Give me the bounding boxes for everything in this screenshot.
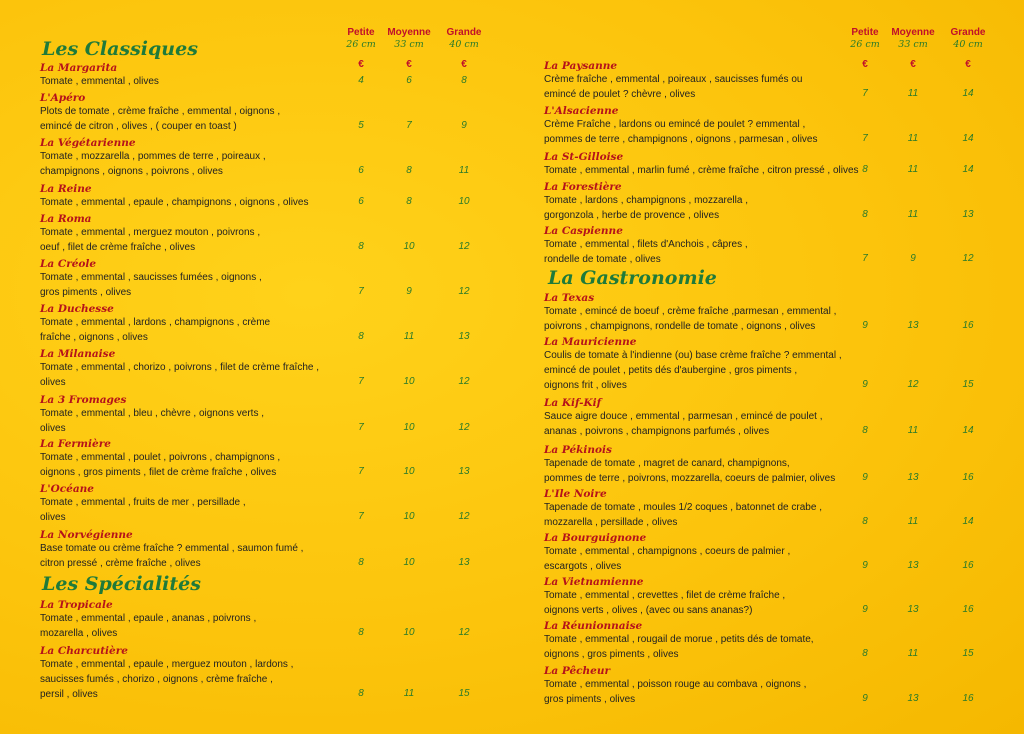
price-petite: 9 [862,604,868,615]
euro-symbol: € [358,59,364,70]
price-petite: 7 [358,466,364,477]
price-grande: 15 [458,688,470,699]
pizza-name: La St-Gilloise [544,151,624,163]
size-name: Grande [446,27,482,38]
pizza-name: La Reine [40,183,92,195]
pizza-description: Tomate , emmental , lardons , champignons , crème fraîche , oignons , olives [40,317,271,343]
pizza-description: Tomate , emmental , merguez mouton , poivrons , oeuf , filet de crème fraîche , olives [40,227,261,253]
menu-item [40,645,293,702]
size-cm: 40 cm [449,39,479,50]
price-grande: 14 [962,88,974,99]
price-moyenne: 11 [907,133,919,144]
pizza-description: Tomate , emmental , epaule , champignons , oignons , olives [40,197,309,208]
price-grande: 16 [962,604,974,615]
pizza-name: L'Alsacienne [544,105,619,117]
size-cm: 26 cm [346,39,376,50]
size-name: Grande [950,27,986,38]
pizza-name: La Vietnamienne [544,576,644,588]
pizza-description: Tomate , emmental , epaule , ananas , poivrons , mozarella , olives [40,613,257,639]
pizza-description: Base tomate ou crème fraîche ? emmental , saumon fumé , citron pressé , crème fraîche , olives [40,543,304,569]
price-grande: 13 [458,331,470,342]
pizza-name: La Paysanne [544,60,618,72]
price-petite: 8 [862,648,868,659]
size-name: Petite [347,27,375,38]
price-moyenne: 11 [907,425,919,436]
menu-item [544,532,790,574]
price-grande: 12 [458,286,470,297]
pizza-name: La Créole [40,258,97,270]
price-petite: 4 [358,75,364,86]
pizza-description: Tapenade de tomate , moules 1/2 coques , batonnet de crabe , mozzarella , persillade , olives [544,502,822,528]
price-grande: 12 [962,253,974,264]
size-header-grande [938,27,998,51]
menu-item [40,599,256,641]
price-petite: 6 [358,196,364,207]
price-moyenne: 10 [403,422,415,433]
price-petite: 9 [862,560,868,571]
menu-item [40,438,280,480]
price-grande: 12 [458,511,470,522]
pizza-name: La Caspienne [544,225,623,237]
price-grande: 15 [962,648,974,659]
pizza-name: La Duchesse [40,303,114,315]
price-moyenne: 12 [907,379,919,390]
price-grande: 13 [458,466,470,477]
price-petite: 8 [358,331,364,342]
pizza-description: Tomate , emmental , rougail de morue , petits dés de tomate, oignons , gros piments , olives [544,634,814,660]
pizza-description: Tapenade de tomate , magret de canard, champignons, pommes de terre , poivrons, mozzarella, coeurs de palmier, olives [544,458,836,484]
price-grande: 14 [962,164,974,175]
price-moyenne: 10 [403,466,415,477]
pizza-name: L'Ile Noire [544,488,607,500]
price-petite: 8 [358,241,364,252]
pizza-description: Sauce aigre douce , emmental , parmesan , emincé de poulet , ananas , poivrons , champignons parfumés , olives [544,411,823,437]
price-petite: 8 [358,688,364,699]
price-grande: 14 [962,133,974,144]
price-moyenne: 13 [907,320,919,331]
pizza-name: La Norvégienne [40,529,133,541]
price-petite: 9 [862,693,868,704]
price-grande: 14 [962,516,974,527]
pizza-description: Tomate , emmental , epaule , merguez mouton , lardons , saucisses fumés , chorizo , oignons , crème fraîche , persil , olives [40,659,294,700]
price-grande: 16 [962,693,974,704]
euro-symbol: € [862,59,868,70]
price-grande: 12 [458,422,470,433]
pizza-description: Tomate , emmental , crevettes , filet de crème fraîche , oignons verts , olives , (avec ou sans ananas?) [544,590,786,616]
euro-symbol: € [406,59,412,70]
menu-item [40,213,260,255]
price-petite: 9 [862,320,868,331]
price-moyenne: 9 [406,286,412,297]
pizza-name: La Margarita [40,62,118,74]
price-moyenne: 6 [406,75,412,86]
menu-item [40,303,270,345]
menu-item [544,397,823,439]
pizza-name: La Fermière [40,438,111,450]
price-moyenne: 13 [907,604,919,615]
section-title: La Gastronomie [548,267,717,289]
pizza-description: Tomate , emmental , marlin fumé , crème fraîche , citron pressé , olives [544,165,859,176]
menu-item [544,336,842,393]
price-moyenne: 10 [403,627,415,638]
price-grande: 14 [962,425,974,436]
pizza-name: L'Océane [40,483,94,495]
price-petite: 7 [862,133,868,144]
pizza-name: La Bourguignone [544,532,647,544]
price-grande: 16 [962,320,974,331]
euro-symbol: € [910,59,916,70]
pizza-name: La Kif-Kif [544,397,602,409]
menu-item [40,183,308,210]
price-petite: 9 [862,472,868,483]
size-name: Moyenne [891,27,935,38]
price-petite: 5 [358,120,364,131]
price-petite: 7 [862,88,868,99]
pizza-description: Tomate , emmental , fruits de mer , persillade , olives [40,497,246,523]
price-grande: 13 [458,557,470,568]
pizza-description: Tomate , emmental , poisson rouge au combava , oignons , gros piments , olives [544,679,807,705]
price-moyenne: 11 [907,516,919,527]
pizza-description: Tomate , emmental , olives [40,76,159,87]
menu-item [544,181,748,223]
pizza-description: Tomate , emincé de boeuf , crème fraîche ,parmesan , emmental , poivrons , champignons, rondelle de tomate , oignons , olives [544,306,837,332]
pizza-description: Tomate , mozzarella , pommes de terre , poireaux , champignons , oignons , poivrons , olives [40,151,266,177]
price-petite: 7 [358,422,364,433]
menu-item [40,62,159,89]
menu-item [544,444,835,486]
menu-item [544,576,785,618]
euro-symbol: € [965,59,971,70]
menu-item [544,620,814,662]
price-moyenne: 8 [406,196,412,207]
pizza-name: La Texas [544,292,595,304]
menu-item [40,348,319,390]
menu-item [544,60,802,102]
pizza-name: La Forestière [544,181,622,193]
pizza-description: Tomate , emmental , poulet , poivrons , champignons , oignons , gros piments , filet de crème fraîche , olives [40,452,281,478]
pizza-name: La Charcutière [40,645,128,657]
price-moyenne: 13 [907,560,919,571]
price-petite: 7 [358,511,364,522]
menu-item [544,225,748,267]
pizza-description: Crème fraîche , emmental , poireaux , saucisses fumés ou emincé de poulet ? chèvre , olives [544,74,803,100]
price-petite: 8 [358,557,364,568]
section-title: Les Spécialités [42,573,201,595]
size-header-moyenne [883,27,943,51]
pizza-description: Crème Fraîche , lardons ou emincé de poulet ? emmental , pommes de terre , champignons , oignons , parmesan , olives [544,119,818,145]
pizza-name: L'Apéro [40,92,86,104]
price-petite: 7 [358,376,364,387]
price-grande: 12 [458,627,470,638]
size-name: Petite [851,27,879,38]
price-moyenne: 10 [403,511,415,522]
section-title: Les Classiques [42,38,198,60]
price-moyenne: 13 [907,693,919,704]
price-moyenne: 11 [403,688,415,699]
price-moyenne: 10 [403,241,415,252]
price-moyenne: 10 [403,376,415,387]
euro-symbol: € [461,59,467,70]
price-petite: 6 [358,165,364,176]
pizza-description: Tomate , emmental , saucisses fumées , oignons , gros piments , olives [40,272,262,298]
menu-item [40,137,266,179]
menu-item [40,483,246,525]
pizza-description: Coulis de tomate à l'indienne (ou) base crème fraîche ? emmental , emincé de poulet , petits dés d'aubergine , gros piments , oignons frit , olives [544,350,842,391]
pizza-description: Tomate , emmental , champignons , coeurs de palmier , escargots , olives [544,546,791,572]
price-grande: 16 [962,560,974,571]
price-petite: 7 [358,286,364,297]
price-petite: 7 [862,253,868,264]
price-moyenne: 13 [907,472,919,483]
price-moyenne: 11 [907,164,919,175]
size-header-grande [434,27,494,51]
price-grande: 9 [461,120,467,131]
price-moyenne: 11 [907,648,919,659]
pizza-description: Tomate , emmental , filets d'Anchois , câpres , rondelle de tomate , olives [544,239,748,265]
price-petite: 8 [358,627,364,638]
menu-item [544,105,817,147]
price-grande: 12 [458,241,470,252]
menu-item [40,529,303,571]
price-grande: 10 [458,196,470,207]
price-moyenne: 7 [406,120,412,131]
pizza-name: La Pêcheur [544,665,611,677]
pizza-name: La Végétarienne [40,137,136,149]
size-cm: 40 cm [953,39,983,50]
price-grande: 13 [962,209,974,220]
size-cm: 26 cm [850,39,880,50]
price-moyenne: 8 [406,165,412,176]
menu-item [544,292,836,334]
pizza-name: La Milanaise [40,348,116,360]
menu-item [40,394,264,436]
pizza-description: Tomate , lardons , champignons , mozzarella , gorgonzola , herbe de provence , olives [544,195,748,221]
price-grande: 11 [458,165,470,176]
price-moyenne: 11 [907,88,919,99]
pizza-name: La 3 Fromages [40,394,127,406]
price-moyenne: 9 [910,253,916,264]
pizza-name: La Mauricienne [544,336,637,348]
pizza-name: La Pékinois [544,444,612,456]
menu-item [544,151,859,178]
price-petite: 8 [862,209,868,220]
price-moyenne: 10 [403,557,415,568]
size-cm: 33 cm [394,39,424,50]
price-petite: 8 [862,516,868,527]
size-header-moyenne [379,27,439,51]
price-grande: 12 [458,376,470,387]
pizza-description: Tomate , emmental , chorizo , poivrons , filet de crème fraîche , olives [40,362,320,388]
price-petite: 8 [862,425,868,436]
menu-item [544,665,806,707]
pizza-name: La Réunionnaise [544,620,643,632]
pizza-description: Plots de tomate , crème fraîche , emmental , oignons , emincé de citron , olives , ( couper en toast ) [40,106,281,132]
price-grande: 16 [962,472,974,483]
price-moyenne: 11 [907,209,919,220]
size-cm: 33 cm [898,39,928,50]
menu-item [40,92,280,134]
price-grande: 8 [461,75,467,86]
pizza-name: La Tropicale [40,599,113,611]
price-petite: 8 [862,164,868,175]
menu-item [544,488,822,530]
size-name: Moyenne [387,27,431,38]
price-petite: 9 [862,379,868,390]
pizza-name: La Roma [40,213,92,225]
menu-item [40,258,262,300]
price-grande: 15 [962,379,974,390]
pizza-description: Tomate , emmental , bleu , chèvre , oignons verts , olives [40,408,264,434]
price-moyenne: 11 [403,331,415,342]
